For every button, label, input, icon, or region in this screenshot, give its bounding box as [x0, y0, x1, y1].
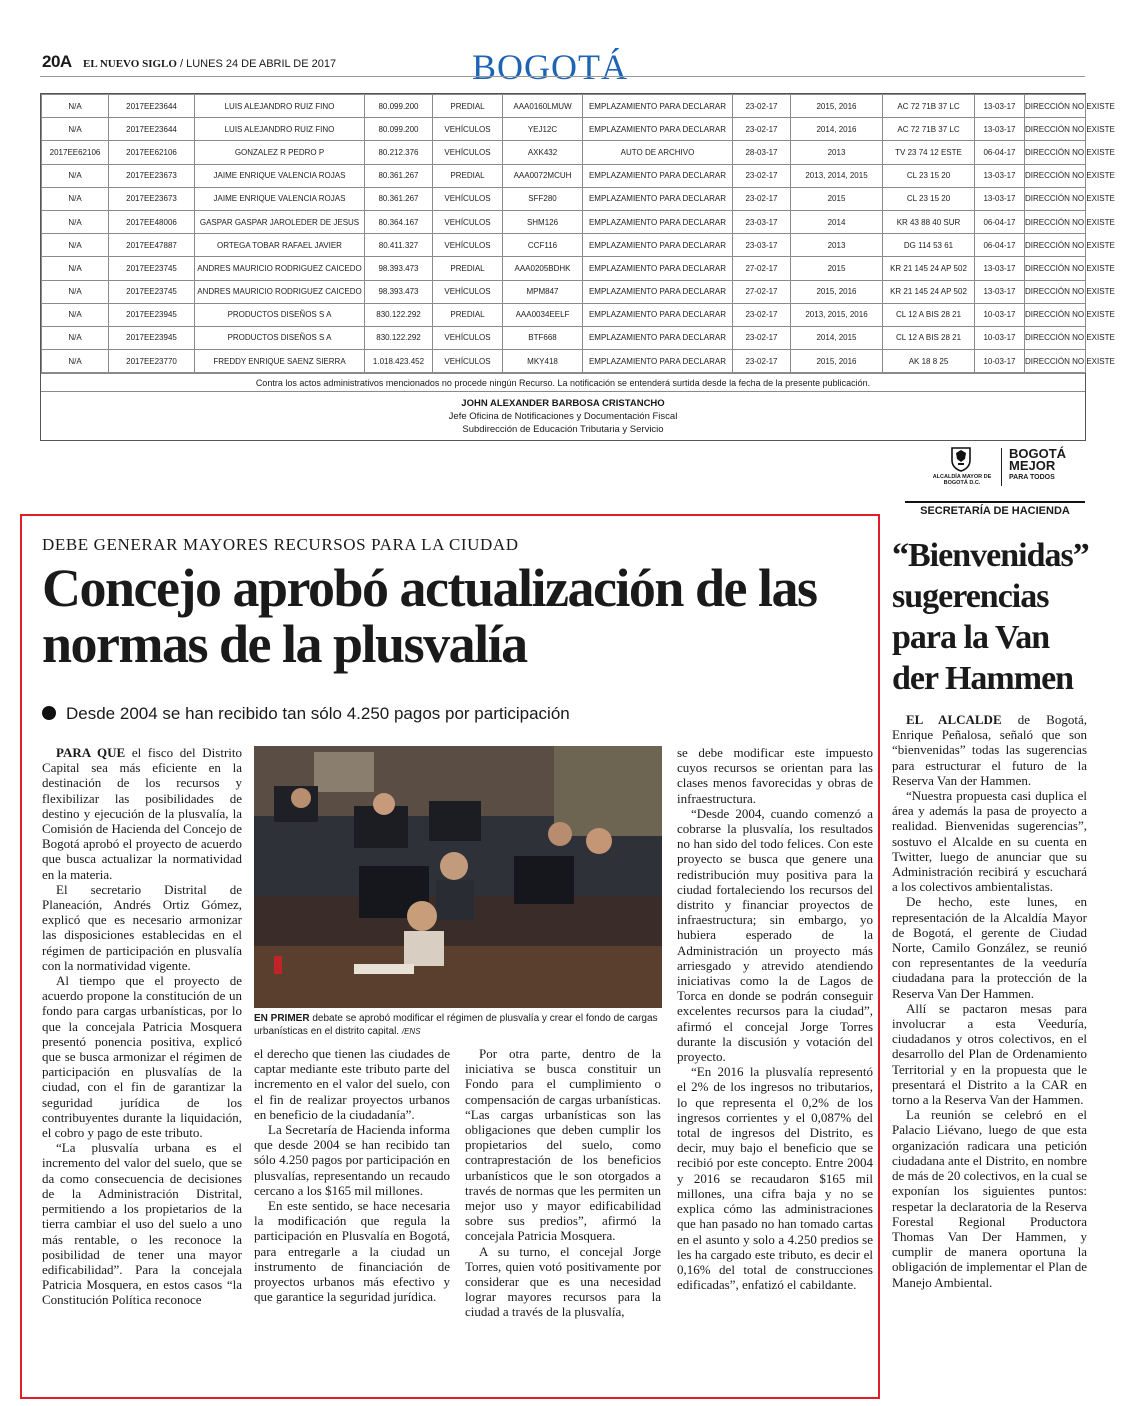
table-cell: YEJ12C: [503, 118, 583, 141]
table-cell: VEHÍCULOS: [433, 118, 503, 141]
table-cell: VEHÍCULOS: [433, 350, 503, 373]
table-cell: N/A: [42, 280, 109, 303]
table-cell: 2017EE23644: [109, 118, 195, 141]
table-cell: 2017EE62106: [109, 141, 195, 164]
table-cell: DIRECCIÓN NO EXISTE: [1025, 326, 1086, 349]
article-column-2: [254, 1046, 450, 1304]
table-cell: 28-03-17: [733, 141, 791, 164]
table-cell: EMPLAZAMIENTO PARA DECLARAR: [583, 326, 733, 349]
table-cell: AC 72 71B 37 LC: [883, 118, 975, 141]
notice-table: [40, 93, 1115, 441]
article-kicker: DEBE GENERAR MAYORES RECURSOS PARA LA CIUDAD: [42, 535, 519, 554]
table-cell: 10-03-17: [975, 303, 1025, 326]
table-row: [42, 187, 1086, 210]
table-cell: 13-03-17: [975, 118, 1025, 141]
table-cell: 2015, 2016: [791, 280, 883, 303]
bogota-mejor-line3: PARA TODOS: [1009, 474, 1055, 481]
table-cell: 2014, 2015: [791, 326, 883, 349]
photo-credit: /ENS: [401, 1027, 421, 1036]
table-cell: DG 114 53 61: [883, 234, 975, 257]
table-cell: 2017EE23745: [109, 280, 195, 303]
table-cell: EMPLAZAMIENTO PARA DECLARAR: [583, 210, 733, 233]
table-cell: DIRECCIÓN NO EXISTE: [1025, 234, 1086, 257]
table-cell: N/A: [42, 350, 109, 373]
table-cell: N/A: [42, 164, 109, 187]
table-cell: PREDIAL: [433, 257, 503, 280]
signer-title: Jefe Oficina de Notificaciones y Documentación Fiscal: [448, 411, 678, 423]
article-paragraph: Al tiempo que el proyecto de acuerdo propone la constitución de un fondo para cargas urbanísticas, por lo que la concejala Patricia Mosquera presentó ponencia positiva, explicó que se busca armonizar el régimen de participación en plusvalías de la ciudad, con el fin de garantizar la seguridad jurídica de los contribuyentes durante la liquidación, el cobro y pago de este tributo.: [42, 973, 242, 1141]
article-paragraph: “La plusvalía urbana es el incremento del valor del suelo, que se da como consecuencia de decisiones de la Administración Distrital, permitiendo a los propietarios de la tierra cambiar el uso del suelo a uno más rentable, o les reconoce la posibilidad de tener una mayor edificabilidad”. Para la concejala Patricia Mosquera, en estos casos “la Constitución Política reconoce: [42, 1140, 242, 1308]
table-cell: 13-03-17: [975, 95, 1025, 118]
table-cell: AAA0034EELF: [503, 303, 583, 326]
table-cell: DIRECCIÓN NO EXISTE: [1025, 141, 1086, 164]
table-cell: EMPLAZAMIENTO PARA DECLARAR: [583, 95, 733, 118]
logo-divider: [1001, 448, 1002, 486]
table-cell: 2013, 2015, 2016: [791, 303, 883, 326]
article-paragraph: “En 2016 la plusvalía representó el 2% de los ingresos no tributarios, lo que representa el 0,2% de los ingresos corrientes y el 0,087% del total de ingresos del Distrito, es decir, muy bajo el beneficio que se recibió por este concepto. Entre 2004 y 2016 se recaudaron $165 mil millones, una cifra baja y no se explica cómo las administraciones que han pasado no han tomado cartas en el asunto y solo a 4.250 predios se les ha cargado este tributo, es decir el 0,16% del total de construcciones edificadas”, enfatizó el cabildante.: [677, 1064, 873, 1293]
article-paragraph: Por otra parte, dentro de la iniciativa se busca constituir un Fondo para el cumplimiento o compensación de cargas urbanísticas. “Las cargas urbanísticas son las obligaciones que deben cumplir los propietarios del suelo, como contraprestación de los beneficios urbanísticos que le son otorgados a través de normas que les permiten un mejor uso y mayor edificabilidad sobre sus predios”, afirmó la concejala Patricia Mosquera.: [465, 1046, 661, 1244]
side-article-headline: “Bienvenidas” sugerencias para la Van der Hammen: [892, 537, 1089, 697]
table-cell: CCF116: [503, 234, 583, 257]
table-row: [42, 118, 1086, 141]
table-cell: PREDIAL: [433, 303, 503, 326]
table-cell: SHM126: [503, 210, 583, 233]
table-cell: 2015, 2016: [791, 95, 883, 118]
publication-line: [83, 58, 336, 70]
article-paragraph: El secretario Distrital de Planeación, Andrés Ortiz Gómez, explicó que es necesario armonizar las disposiciones establecidas en el régimen de participación en plusvalía con la normatividad vigente.: [42, 881, 242, 973]
table-cell: 80.361.267: [365, 164, 433, 187]
notice-note: Contra los actos administrativos mencionados no procede ningún Recurso. La notificación se entenderá surtida desde la fecha de la presente publicación.: [41, 373, 1085, 391]
table-cell: DIRECCIÓN NO EXISTE: [1025, 210, 1086, 233]
table-cell: 98.393.473: [365, 280, 433, 303]
table-cell: BTF668: [503, 326, 583, 349]
side-paragraph: “Nuestra propuesta casi duplica el área y además la pasa de proyecto a realidad. Bienvenidas sugerencias”, sostuvo el Alcalde en su cuenta en Twitter, luego de anunciar que su Administración recibirá y escuchará a los colectivos ambientalistas.: [892, 788, 1087, 895]
coat-of-arms-icon: [950, 446, 972, 472]
table-cell: PRODUCTOS DISEÑOS S A: [195, 303, 365, 326]
article-paragraph: A su turno, el concejal Jorge Torres, quien votó positivamente por considerar que es una necesidad lograr mayores recursos para la ciudad a través de la plusvalía,: [465, 1243, 661, 1320]
publication-name: EL NUEVO SIGLO: [83, 58, 177, 70]
bogota-mejor-line1: BOGOTÁ: [1009, 446, 1067, 461]
table-cell: 2017EE23745: [109, 257, 195, 280]
table-cell: 23-02-17: [733, 326, 791, 349]
table-cell: MPM847: [503, 280, 583, 303]
lead-words: PARA QUE: [56, 745, 126, 760]
table-cell: VEHÍCULOS: [433, 280, 503, 303]
table-cell: DIRECCIÓN NO EXISTE: [1025, 257, 1086, 280]
table-cell: EMPLAZAMIENTO PARA DECLARAR: [583, 187, 733, 210]
table-row: [42, 280, 1086, 303]
table-cell: EMPLAZAMIENTO PARA DECLARAR: [583, 350, 733, 373]
table-cell: EMPLAZAMIENTO PARA DECLARAR: [583, 164, 733, 187]
table-cell: 2017EE47887: [109, 234, 195, 257]
table-cell: 27-02-17: [733, 280, 791, 303]
table-cell: VEHÍCULOS: [433, 234, 503, 257]
side-paragraph: Allí se pactaron mesas para involucrar a esta Veeduría, ciudadanos y otros colectivos, en el desarrollo del Plan de Ordenamiento Territorial y en la propuesta que le presentará el Distrito a la CAR en torno a la Reserva Van der Hammen.: [892, 1000, 1087, 1108]
table-cell: DIRECCIÓN NO EXISTE: [1025, 118, 1086, 141]
table-cell: DIRECCIÓN NO EXISTE: [1025, 280, 1086, 303]
table-cell: PREDIAL: [433, 95, 503, 118]
table-cell: 2017EE23673: [109, 187, 195, 210]
table-cell: N/A: [42, 187, 109, 210]
table-cell: N/A: [42, 257, 109, 280]
table-cell: 10-03-17: [975, 350, 1025, 373]
table-cell: N/A: [42, 210, 109, 233]
table-cell: 2017EE23945: [109, 326, 195, 349]
side-paragraph: [892, 712, 1087, 788]
table-cell: PREDIAL: [433, 164, 503, 187]
table-cell: 2017EE23644: [109, 95, 195, 118]
table-cell: 23-02-17: [733, 118, 791, 141]
side-article-body: [892, 712, 1087, 1290]
signer-name: JOHN ALEXANDER BARBOSA CRISTANCHO: [461, 398, 665, 410]
table-cell: CL 12 A BIS 28 21: [883, 326, 975, 349]
side-paragraph: De hecho, este lunes, en representación de la Alcaldía Mayor de Bogotá, el gerente de Ciudad Norte, Camilo González, se reunió con representantes de la veeduría ciudadana para la protección de la Reserva Van Der Hammen.: [892, 894, 1087, 1001]
table-cell: AAA0205BDHK: [503, 257, 583, 280]
article-text: el fisco del Distrito Capital sea más eficiente en la destinación de los recursos y flexibilizar las posibilidades de destino y ejecución de la plusvalía, la Comisión de Hacienda del Concejo de Bogotá aprobó el proyecto de acuerdo que busca actualizar la normatividad en la materia.: [42, 745, 242, 882]
table-cell: LUIS ALEJANDRO RUIZ FINO: [195, 118, 365, 141]
table-row: [42, 326, 1086, 349]
table-cell: 830.122.292: [365, 326, 433, 349]
table-cell: 98.393.473: [365, 257, 433, 280]
article-subhead: [42, 704, 570, 724]
table-cell: 2015, 2016: [791, 350, 883, 373]
table-cell: GONZALEZ R PEDRO P: [195, 141, 365, 164]
table-cell: ORTEGA TOBAR RAFAEL JAVIER: [195, 234, 365, 257]
table-cell: N/A: [42, 118, 109, 141]
table-cell: DIRECCIÓN NO EXISTE: [1025, 350, 1086, 373]
table-cell: MKY418: [503, 350, 583, 373]
table-cell: 1.018.423.452: [365, 350, 433, 373]
table-row: [42, 303, 1086, 326]
table-cell: KR 21 145 24 AP 502: [883, 280, 975, 303]
table-cell: 2014: [791, 210, 883, 233]
article-headline: Concejo aprobó actualización de las normas de la plusvalía: [42, 558, 817, 674]
page-number: 20A: [42, 52, 72, 71]
table-cell: GASPAR GASPAR JAROLEDER DE JESUS: [195, 210, 365, 233]
table-cell: N/A: [42, 95, 109, 118]
table-cell: 13-03-17: [975, 164, 1025, 187]
table-cell: 80.361.267: [365, 187, 433, 210]
table-cell: 2013, 2014, 2015: [791, 164, 883, 187]
council-session-photo: [254, 746, 662, 1008]
table-cell: CL 23 15 20: [883, 187, 975, 210]
table-cell: VEHÍCULOS: [433, 141, 503, 164]
article-column-4: [677, 745, 873, 1292]
table-cell: AAA0072MCUH: [503, 164, 583, 187]
secretaria-label: SECRETARÍA DE HACIENDA: [905, 501, 1085, 517]
table-cell: VEHÍCULOS: [433, 326, 503, 349]
table-cell: DIRECCIÓN NO EXISTE: [1025, 95, 1086, 118]
table-cell: N/A: [42, 326, 109, 349]
table-cell: 23-03-17: [733, 234, 791, 257]
alcaldia-logo-text: ALCALDÍA MAYOR DE BOGOTÁ D.C.: [932, 474, 992, 486]
table-cell: LUIS ALEJANDRO RUIZ FINO: [195, 95, 365, 118]
table-cell: 13-03-17: [975, 187, 1025, 210]
table-cell: JAIME ENRIQUE VALENCIA ROJAS: [195, 164, 365, 187]
notice-signature: [41, 391, 1085, 440]
table-cell: EMPLAZAMIENTO PARA DECLARAR: [583, 303, 733, 326]
photo-caption: [254, 1012, 662, 1038]
article-paragraph: [42, 745, 242, 882]
table-row: [42, 95, 1086, 118]
table-cell: EMPLAZAMIENTO PARA DECLARAR: [583, 257, 733, 280]
table-cell: 80.099.200: [365, 95, 433, 118]
bullet-icon: [42, 706, 56, 720]
table-cell: 2017EE23945: [109, 303, 195, 326]
notice-table-body: [42, 95, 1115, 373]
article-paragraph: En este sentido, se hace necesaria la modificación que regula la participación en Plusvalía en Bogotá, para entregarle a la ciudad un instrumento de financiación de proyectos urbanos más efectivo y que garantice la seguridad jurídica.: [254, 1198, 450, 1305]
table-cell: VEHÍCULOS: [433, 210, 503, 233]
article-paragraph: “Desde 2004, cuando comenzó a cobrarse la plusvalía, los resultados no han sido del todo felices. Con este proyecto se busca que genere una redistribución muy positiva para la ciudad fortaleciendo los recursos del distrito y financiar proyectos de infraestructura; sin embargo, yo hubiera esperado de la Administración un proyecto más arriesgado y atrevido atendiendo iniciativas como la de Lagos de Torca en donde se podrán conseguir excelentes recursos para la ciudad”, afirmó el concejal Jorge Torres durante la discusión y votación del proyecto.: [677, 805, 873, 1065]
side-paragraph: La reunión se celebró en el Palacio Liévano, luego de que esta organización radicara una petición ciudadana ante el Distrito, en nombre de más de 20 colectivos, en la cual se exponían los siguientes puntos: respetar la declaratoria de la Reserva Forestal Regional Productora Thomas Van Der Hammen, y cumplir de manera oportuna la obligación de implementar el Plan de Manejo Ambiental.: [892, 1107, 1087, 1290]
table-cell: PRODUCTOS DISEÑOS S A: [195, 326, 365, 349]
table-cell: 06-04-17: [975, 210, 1025, 233]
table-cell: TV 23 74 12 ESTE: [883, 141, 975, 164]
table-cell: N/A: [42, 303, 109, 326]
article-photo: [254, 746, 662, 1008]
caption-text: debate se aprobó modificar el régimen de plusvalía y crear el fondo de cargas urbanísticas en el distrito capital.: [254, 1013, 658, 1037]
article-paragraph: el derecho que tienen las ciudades de captar mediante este tributo parte del incremento en el valor del suelo, con el fin de realizar proyectos urbanos en beneficio de la ciudadanía”.: [254, 1046, 450, 1122]
article-subhead-text: Desde 2004 se han recibido tan sólo 4.250 pagos por participación: [66, 704, 570, 723]
table-cell: N/A: [42, 234, 109, 257]
table-cell: 06-04-17: [975, 234, 1025, 257]
article-column-3: [465, 1046, 661, 1320]
table-cell: AUTO DE ARCHIVO: [583, 141, 733, 164]
header-rule: [40, 76, 1085, 77]
table-cell: 2017EE48006: [109, 210, 195, 233]
side-lead-words: EL ALCALDE: [906, 712, 1002, 727]
table-cell: 80.364.167: [365, 210, 433, 233]
table-cell: 23-02-17: [733, 350, 791, 373]
table-cell: AAA0160LMUW: [503, 95, 583, 118]
article-paragraph: se debe modificar este impuesto cuyos recursos se orientan para las clases menos favorecidas y obras de infraestructura.: [677, 745, 873, 806]
bogota-mejor-line2: MEJOR: [1009, 458, 1056, 473]
table-cell: 2015: [791, 257, 883, 280]
table-cell: 27-02-17: [733, 257, 791, 280]
article-paragraph: La Secretaría de Hacienda informa que desde 2004 se han recibido tan sólo 4.250 pagos por participación en plusvalías, representando un recaudo cercano a los $165 mil millones.: [254, 1122, 450, 1198]
table-cell: VEHÍCULOS: [433, 187, 503, 210]
table-cell: DIRECCIÓN NO EXISTE: [1025, 303, 1086, 326]
table-cell: 830.122.292: [365, 303, 433, 326]
table-cell: 2013: [791, 234, 883, 257]
article-column-1: [42, 745, 242, 1308]
table-cell: 2017EE62106: [42, 141, 109, 164]
table-cell: 23-02-17: [733, 187, 791, 210]
table-cell: EMPLAZAMIENTO PARA DECLARAR: [583, 234, 733, 257]
table-cell: EMPLAZAMIENTO PARA DECLARAR: [583, 118, 733, 141]
table-cell: 80.099.200: [365, 118, 433, 141]
signer-unit: Subdirección de Educación Tributaria y Servicio: [462, 424, 664, 436]
table-cell: EMPLAZAMIENTO PARA DECLARAR: [583, 280, 733, 303]
table-cell: KR 43 88 40 SUR: [883, 210, 975, 233]
table-cell: 2014, 2016: [791, 118, 883, 141]
table-cell: 10-03-17: [975, 326, 1025, 349]
table-cell: AK 18 8 25: [883, 350, 975, 373]
table-cell: 13-03-17: [975, 257, 1025, 280]
table-row: [42, 350, 1086, 373]
table-cell: FREDDY ENRIQUE SAENZ SIERRA: [195, 350, 365, 373]
table-cell: DIRECCIÓN NO EXISTE: [1025, 187, 1086, 210]
table-cell: AXK432: [503, 141, 583, 164]
table-row: [42, 234, 1086, 257]
table-cell: CL 12 A BIS 28 21: [883, 303, 975, 326]
table-cell: 2017EE23673: [109, 164, 195, 187]
table-cell: 23-02-17: [733, 95, 791, 118]
table-cell: 2013: [791, 141, 883, 164]
table-cell: AC 72 71B 37 LC: [883, 95, 975, 118]
bogota-mejor-logo: [1009, 448, 1066, 484]
table-cell: 23-03-17: [733, 210, 791, 233]
table-cell: 2017EE23770: [109, 350, 195, 373]
table-cell: 06-04-17: [975, 141, 1025, 164]
logo-block: [905, 446, 1085, 516]
table-cell: 80.411.327: [365, 234, 433, 257]
table-cell: KR 21 145 24 AP 502: [883, 257, 975, 280]
side-text: de Bogotá, Enrique Peñalosa, señaló que son “bienvenidas” todas las sugerencias para estructurar el futuro de la Reserva Van der Hammen.: [892, 712, 1087, 788]
table-cell: DIRECCIÓN NO EXISTE: [1025, 164, 1086, 187]
table-cell: 23-02-17: [733, 303, 791, 326]
table-cell: ANDRES MAURICIO RODRIGUEZ CAICEDO: [195, 280, 365, 303]
table-row: [42, 257, 1086, 280]
table-cell: ANDRES MAURICIO RODRIGUEZ CAICEDO: [195, 257, 365, 280]
table-cell: JAIME ENRIQUE VALENCIA ROJAS: [195, 187, 365, 210]
table-row: [42, 210, 1086, 233]
table-cell: 13-03-17: [975, 280, 1025, 303]
section-title: BOGOTÁ: [472, 47, 628, 87]
table-row: [42, 141, 1086, 164]
table-cell: CL 23 15 20: [883, 164, 975, 187]
table-cell: 23-02-17: [733, 164, 791, 187]
table-cell: 2015: [791, 187, 883, 210]
table-cell: SFF280: [503, 187, 583, 210]
table-row: [42, 164, 1086, 187]
publication-date: / LUNES 24 DE ABRIL DE 2017: [179, 58, 337, 70]
table-cell: 80.212.376: [365, 141, 433, 164]
caption-lead: EN PRIMER: [254, 1013, 310, 1024]
